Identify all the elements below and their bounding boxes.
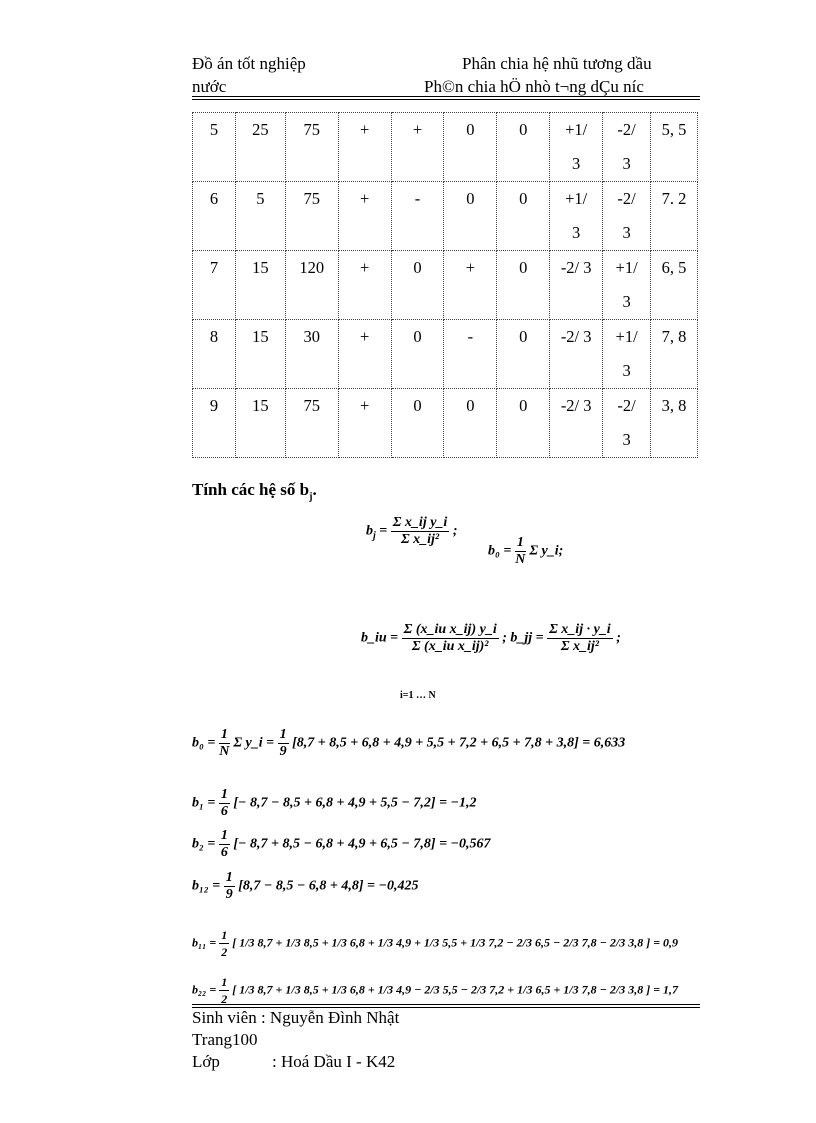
footer-student: Sinh viên : Nguyễn Đình Nhật — [192, 1008, 400, 1027]
table-row: 9 15 75 + 0 0 0 -2/ 3 -2/ 3 3, 8 — [193, 389, 698, 458]
header-left-bottom: nước — [192, 77, 227, 96]
footer-class-label: Lớp — [192, 1052, 220, 1071]
header-right-top: Phân chia hệ nhũ tương dầu — [462, 54, 652, 73]
formula-sum-range: i=1 … N — [400, 690, 436, 701]
result-b12: b₁₂ = $\frac{1}{9}$ [8,7 − 8,5 − 6,8 + 4,8] = −0,425 — [192, 870, 419, 902]
table-row: 5 25 75 + + 0 0 +1/ 3 -2/ 3 5, 5 — [193, 113, 698, 182]
result-b11: b₁₁ = $\frac{1}{2}$ [ 1/3 8,7 + 1/3 8,5 + 1/3 6,8 + 1/3 4,9 + 1/3 5,5 + 1/3 7,2 − 2/3 6,5 − 2/3 7,8 − 2/3 3,8 ] = 0,9 — [192, 928, 679, 959]
footer-page-number: Trang100 — [192, 1030, 258, 1049]
section-title: Tính các hệ số $b_j$. — [192, 480, 317, 503]
header-rule-2 — [192, 99, 700, 100]
result-b2: b₂ = $\frac{1}{6}$ [− 8,7 + 8,5 − 6,8 + 4,9 + 6,5 − 7,8] = −0,567 — [192, 828, 491, 860]
table-row: 8 15 30 + 0 - 0 -2/ 3 +1/ 3 7, 8 — [193, 320, 698, 389]
table-row: 7 15 120 + 0 + 0 -2/ 3 +1/ 3 6, 5 — [193, 251, 698, 320]
result-b1: b₁ = $\frac{1}{6}$ [− 8,7 − 8,5 + 6,8 + 4,9 + 5,5 − 7,2] = −1,2 — [192, 787, 477, 819]
result-b0: b₀ = $\frac{1}{N}$ Σ y_i = $\frac{1}{9}$ [8,7 + 8,5 + 6,8 + 4,9 + 5,5 + 7,2 + 6,5 + 7,8 + 3,8] = 6,633 — [192, 727, 626, 759]
footer-rule — [192, 1004, 700, 1005]
formula-biu-bjj: b_iu = $\frac{\text{Σ (x\_iu x\_ij) y\_i}}{\text{Σ (x\_iu x\_ij)²}}$ ; b_jj = $\frac{\text{Σ x\_ij · y\_i}}{\text{Σ x\_ij²}}$ ; — [361, 622, 621, 654]
header-rule — [192, 96, 700, 97]
experiment-table — [192, 112, 698, 458]
result-b22: b₂₂ = $\frac{1}{2}$ [ 1/3 8,7 + 1/3 8,5 + 1/3 6,8 + 1/3 4,9 − 2/3 5,5 − 2/3 7,2 + 1/3 6,5 + 1/3 7,8 − 2/3 3,8 ] = 1,7 — [192, 975, 679, 1006]
formula-b0-definition: b₀ = $\frac{1}{N}$ Σ y_i; — [488, 535, 564, 567]
header-right-bottom: Ph©n chia hÖ nhò t¬ng dÇu níc — [424, 77, 644, 96]
footer-class-value: : Hoá Dầu I - K42 — [272, 1052, 396, 1071]
table-row: 6 5 75 + - 0 0 +1/ 3 -2/ 3 7. 2 — [193, 182, 698, 251]
header-left-top: Đồ án tốt nghiệp — [192, 54, 306, 73]
formula-bj: $b_j$ = $\frac{\text{Σ x\_ij y\_i}}{\text{Σ x\_ij²}}$ ; — [366, 515, 458, 547]
